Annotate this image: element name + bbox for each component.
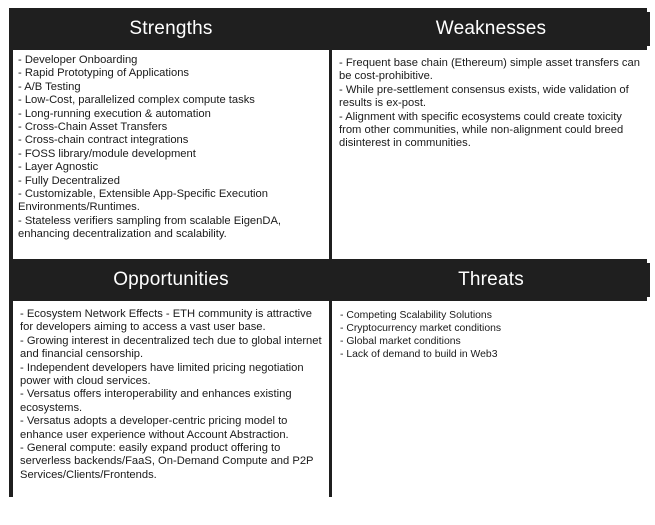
- threats-panel: [332, 301, 650, 501]
- list-item: - Customizable, Extensible App-Specific Execution Environments/Runtimes.: [18, 188, 268, 214]
- list-item: - Global market conditions: [340, 336, 461, 347]
- strengths-header: Strengths: [13, 12, 329, 46]
- list-item: - FOSS library/module development: [18, 147, 196, 160]
- weaknesses-header: Weaknesses: [332, 12, 650, 46]
- list-item: - Lack of demand to build in Web3: [340, 349, 498, 360]
- strengths-panel: [13, 50, 329, 259]
- list-item: - Ecosystem Network Effects - ETH community is attractive for developers aiming to access a vast user base.: [20, 308, 312, 334]
- opportunities-list: [20, 308, 323, 482]
- list-item: - General compute: easily expand product offering to serverless backends/FaaS, On-Demand Compute and P2P Services/Clients/Frontends.: [20, 442, 314, 481]
- weaknesses-panel: [332, 50, 650, 259]
- weaknesses-list: [339, 57, 644, 151]
- list-item: - Cross-chain contract integrations: [18, 134, 189, 147]
- threats-header: Threats: [332, 263, 650, 297]
- list-item: - Growing interest in decentralized tech due to global internet and financial censorship.: [20, 334, 322, 361]
- strengths-list: [18, 54, 323, 242]
- list-item: - Cross-Chain Asset Transfers: [18, 121, 168, 134]
- list-item: - Independent developers have limited pricing negotiation power with cloud services.: [20, 361, 304, 388]
- list-item: - Frequent base chain (Ethereum) simple asset transfers can be cost-prohibitive.: [339, 57, 640, 83]
- list-item: - Alignment with specific ecosystems could create toxicity from other communities, while non-alignment could breed disinterest in communities.: [339, 110, 624, 150]
- list-item: - Competing Scalability Solutions: [340, 310, 492, 321]
- list-item: - Versatus adopts a developer-centric pricing model to enhance user experience without Account Abstraction.: [20, 415, 289, 441]
- list-item: - Developer Onboarding: [18, 54, 138, 66]
- list-item: - Fully Decentralized: [18, 174, 120, 187]
- list-item: - Layer Agnostic: [18, 161, 99, 174]
- threats-list: [340, 309, 644, 361]
- list-item: - While pre-settlement consensus exists, wide validation of results is ex-post.: [339, 83, 629, 110]
- list-item: - Low-Cost, parallelized complex compute tasks: [18, 94, 255, 107]
- swot-matrix: [9, 8, 647, 497]
- list-item: - Versatus offers interoperability and enhances existing ecosystems.: [20, 388, 292, 414]
- list-item: - Long-running execution & automation: [18, 107, 211, 120]
- list-item: - Rapid Prototyping of Applications: [18, 67, 190, 80]
- list-item: - Stateless verifiers sampling from scalable EigenDA, enhancing decentralization and scalability.: [18, 214, 282, 241]
- list-item: - Cryptocurrency market conditions: [340, 323, 502, 334]
- opportunities-header: Opportunities: [13, 263, 329, 297]
- opportunities-panel: [13, 301, 329, 501]
- list-item: - A/B Testing: [18, 80, 81, 93]
